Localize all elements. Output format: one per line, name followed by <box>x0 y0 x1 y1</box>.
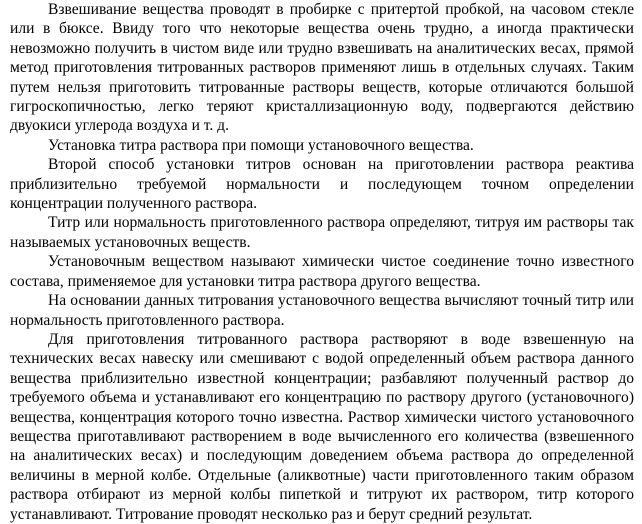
paragraph-titer-setting-heading: Установка титра раствора при помощи установочного вещества. <box>48 136 474 154</box>
paragraph-preparation: Для приготовления титрованного раствора растворяют в воде взвешенную на технических весах навеску или смешивают с водой определенный объем раствора данного вещества приблизительно известной концентрации; разбавляют полученный раствор до требуемого объема и устанавливают его концентрацию по раствору другого (установочного) вещества, концентрация которого точно известна. Раствор химически чистого установочного вещества приготавливают растворением в воде вычисленного его количества (взвешенного на аналитических весах) и последующим доведением объема раствора до определенной величины в мерной колбе. Отдельные (аликвотные) части приготовленного таким образом раствора отбирают из мерной колбы пипеткой и титруют их раствором, титр которого устанавливают. Титрование проводят несколько раз и берут средний результат. <box>10 330 634 523</box>
paragraph-reference-substance: Установочным веществом называют химически чистое соединение точно известного состава, применяемое для установки титра раствора другого вещества. <box>10 253 634 290</box>
paragraph-weighing: Взвешивание вещества проводят в пробирке с притертой пробкой, на часовом стекле или в бюксе. Ввиду того что некоторые вещества очень трудно, а иногда практически невозможно получить в чистом виде или трудно взвешивать на аналитических весах, прямой метод приготовления титрованных растворов применяют лишь в отдельных случаях. Таким путем нельзя приготовить титрованные растворы веществ, которые отличаются большой гигроскопичностью, легко теряют кристаллизационную воду, подвергаются действию двуокиси углерода воздуха и т. д. <box>10 1 634 135</box>
paragraph-titer-determination: Титр или нормальность приготовленного раствора определяют, титруя им растворы так называемых установочных веществ. <box>10 214 634 251</box>
paragraph-calculation: На основании данных титрования установочного вещества вычисляют точный титр или нормальность приготовленного раствора. <box>10 292 634 329</box>
paragraph-second-method: Второй способ установки титров основан на приготовлении раствора реактива приблизительно требуемой нормальности и последующем точном определении концентрации полученного раствора. <box>10 156 634 213</box>
